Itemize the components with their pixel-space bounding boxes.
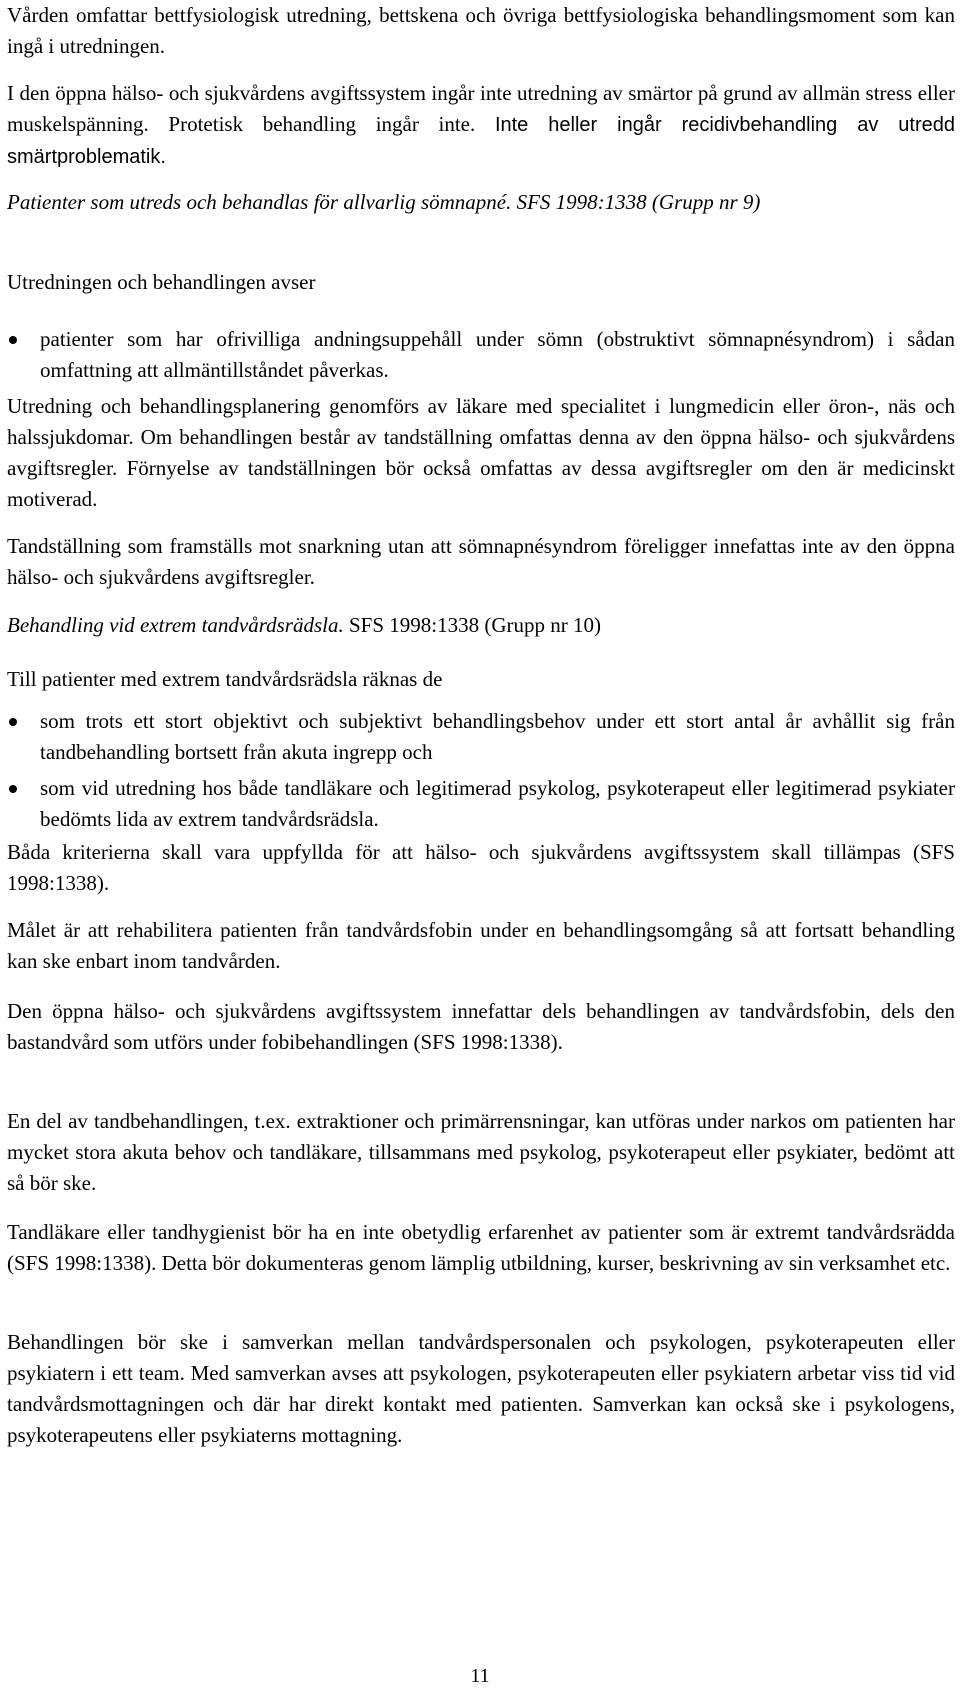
section-heading-somnapne-ref: SFS 1998:1338 (Grupp nr 9)	[516, 190, 761, 214]
bullet-icon	[9, 336, 17, 344]
section-heading-somnapne-title: Patienter som utreds och behandlas för allvarlig sömnapné.	[7, 190, 512, 214]
paragraph-samverkan: Behandlingen bör ske i samverkan mellan tandvårdspersonalen och psykologen, psykoterapeuten eller psykiatern i ett team. Med samverkan avses att psykologen, psykoterapeuten eller psykiatern arbetar viss tid vid tandvårdsmottagningen och där har direkt kontakt med patienten. Samverkan kan också ske i psykologens, psykoterapeutens eller psykiaterns mottagning.	[7, 1330, 955, 1447]
paragraph-malet: Målet är att rehabilitera patienten från tandvårdsfobin under en behandlingsomgång så att fortsatt behandling kan ske enbart inom tandvården.	[7, 918, 955, 973]
paragraph-recidiv-text: Inte heller ingår recidivbehandling av utredd smärtproblematik.	[7, 114, 956, 168]
paragraph-till-patienter: Till patienter med extrem tandvårdsrädsla räknas de	[7, 667, 443, 691]
section-heading-somnapne	[7, 187, 955, 218]
list-item	[0, 773, 955, 835]
list-item	[0, 706, 955, 768]
paragraph-avgiftssystem-fobi: Den öppna hälso- och sjukvårdens avgiftssystem innefattar dels behandlingen av tandvårdsfobin, dels den bastandvård som utförs under fobibehandlingen (SFS 1998:1338).	[7, 999, 955, 1054]
list-item-text: patienter som har ofrivilliga andningsuppehåll under sömn (obstruktivt sömnapnésyndrom) i sådan omfattning att allmäntillståndet påverkas.	[40, 327, 955, 382]
section-heading-tandvardsradsla-title: Behandling vid extrem tandvårdsrädsla.	[7, 613, 344, 637]
list-item	[0, 324, 955, 386]
page-number: 11	[470, 1665, 490, 1687]
section-heading-tandvardsradsla	[7, 610, 955, 641]
paragraph-avgiftssystem	[7, 78, 955, 173]
paragraph-avgiftssystem-text: I den öppna hälso- och sjukvårdens avgiftssystem ingår inte utredning av smärtor på grund av allmän stress eller muskelspänning. Protetisk behandling ingår inte.	[7, 81, 955, 136]
section-heading-tandvardsradsla-ref: SFS 1998:1338 (Grupp nr 10)	[348, 613, 601, 637]
list-item-text: som vid utredning hos både tandläkare och legitimerad psykolog, psykoterapeut eller legitimerad psykiater bedömts lida av extrem tandvårdsrädsla.	[40, 776, 955, 831]
paragraph-bada-kriterierna: Båda kriterierna skall vara uppfyllda för att hälso- och sjukvårdens avgiftssystem skall tillämpas (SFS 1998:1338).	[7, 840, 955, 895]
list-item-text: som trots ett stort objektivt och subjektivt behandlingsbehov under ett stort antal år avhållit sig från tandbehandling bortsett från akuta ingrepp och	[40, 709, 955, 764]
bullet-icon	[9, 718, 17, 726]
paragraph-utredning-lakare: Utredning och behandlingsplanering genomförs av läkare med specialitet i lungmedicin eller öron-, näs och halssjukdomar. Om behandlingen består av tandställning omfattas denna av den öppna hälso- och sjukvårdens avgiftsregler. Förnyelse av tandställningen bör också omfattas av dessa avgiftsregler om den är medicinskt motiverad.	[7, 394, 955, 511]
paragraph-bettfysiologi: Vården omfattar bettfysiologisk utredning, bettskena och övriga bettfysiologiska behandlingsmoment som kan ingå i utredningen.	[7, 3, 955, 58]
paragraph-tandstallning-snarkning: Tandställning som framställs mot snarkning utan att sömnapnésyndrom föreligger innefattas inte av den öppna hälso- och sjukvårdens avgiftsregler.	[7, 534, 955, 589]
paragraph-tandlakare-erfarenhet: Tandläkare eller tandhygienist bör ha en inte obetydlig erfarenhet av patienter som är extremt tandvårdsrädda (SFS 1998:1338). Detta bör dokumenteras genom lämplig utbildning, kurser, beskrivning av sin verksamhet etc.	[7, 1220, 955, 1275]
paragraph-utredningen-avser: Utredningen och behandlingen avser	[7, 270, 316, 294]
paragraph-narkos: En del av tandbehandlingen, t.ex. extraktioner och primärrensningar, kan utföras under narkos om patienten har mycket stora akuta behov och tandläkare, tillsammans med psykolog, psykoterapeut eller psykiater, bedömt att så bör ske.	[7, 1109, 955, 1195]
bullet-icon	[9, 785, 17, 793]
